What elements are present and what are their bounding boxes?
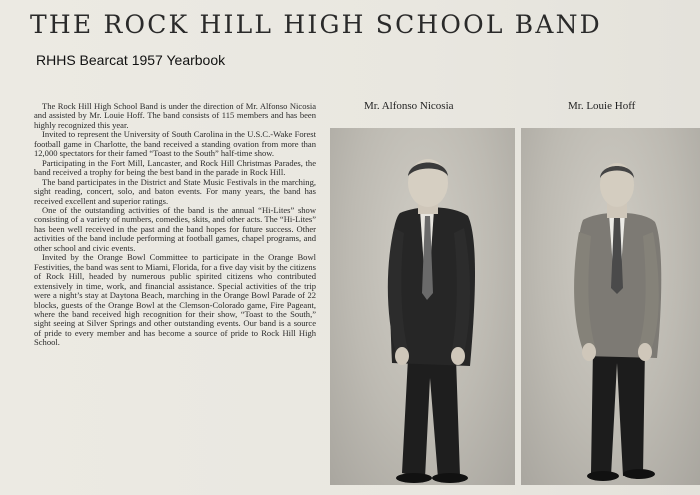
paragraph: Invited by the Orange Bowl Committee to participate in the Orange Bowl Festivities, the band was sent to Miami, Florida, for a five day visit by the citizens of Rock Hill, headed by numerous public spirited citizens who contributed extensively in time, work, and financial assistance. Special activities of the trip were a night’s stay at Daytona Beach, marching in the Orange Bowl Parade of 22 blocks, guests of the Orange Bowl at the Clemson-Colorado game, Fire Pageant, where the band received high recognition for their show, “Toast to the South,” sight seeing at Silver Springs and other outstanding events. Our band is a source of pride to every member and has become a source of pride to Rock Hill High School. [34,252,316,348]
photo-caption-hoff: Mr. Louie Hoff [568,100,636,112]
paragraph: Participating in the Fort Mill, Lancaster, and Rock Hill Christmas Parades, the band received a trophy for being the best band in the parade in Rock Hill. [34,157,316,178]
photo-caption-nicosia: Mr. Alfonso Nicosia [364,100,454,112]
paragraph: The band participates in the District and State Music Festivals in the marching, sight reading, concert, solo, and baton events. For many years, the band has received excellent and superior ratings. [34,176,316,206]
paragraph: Invited to represent the University of South Carolina in the U.S.C.-Wake Forest football game in Charlotte, the band received a standing ovation from more than 12,000 spectators for their famed “Toast to the South” half-time show. [34,129,316,159]
article-body [34,102,316,348]
paragraph: The Rock Hill High School Band is under the direction of Mr. Alfonso Nicosia and assisted by Mr. Louie Hoff. The band consists of 115 members and has been highly recognized this year. [34,101,316,130]
portrait-photo-nicosia [330,128,515,485]
page-title: THE ROCK HILL HIGH SCHOOL BAND [30,10,602,39]
portrait-photo-hoff [521,128,700,485]
page-subtitle: RHHS Bearcat 1957 Yearbook [36,52,226,68]
paragraph: One of the outstanding activities of the band is the annual “Hi-Lites” show consisting of a variety of numbers, comedies, skits, and other acts. The “Hi-Lites” has been well received in the past and the band hopes for future success. Other activities of the band include performing at football games, chapel programs, and other school and civic events. [34,204,316,253]
